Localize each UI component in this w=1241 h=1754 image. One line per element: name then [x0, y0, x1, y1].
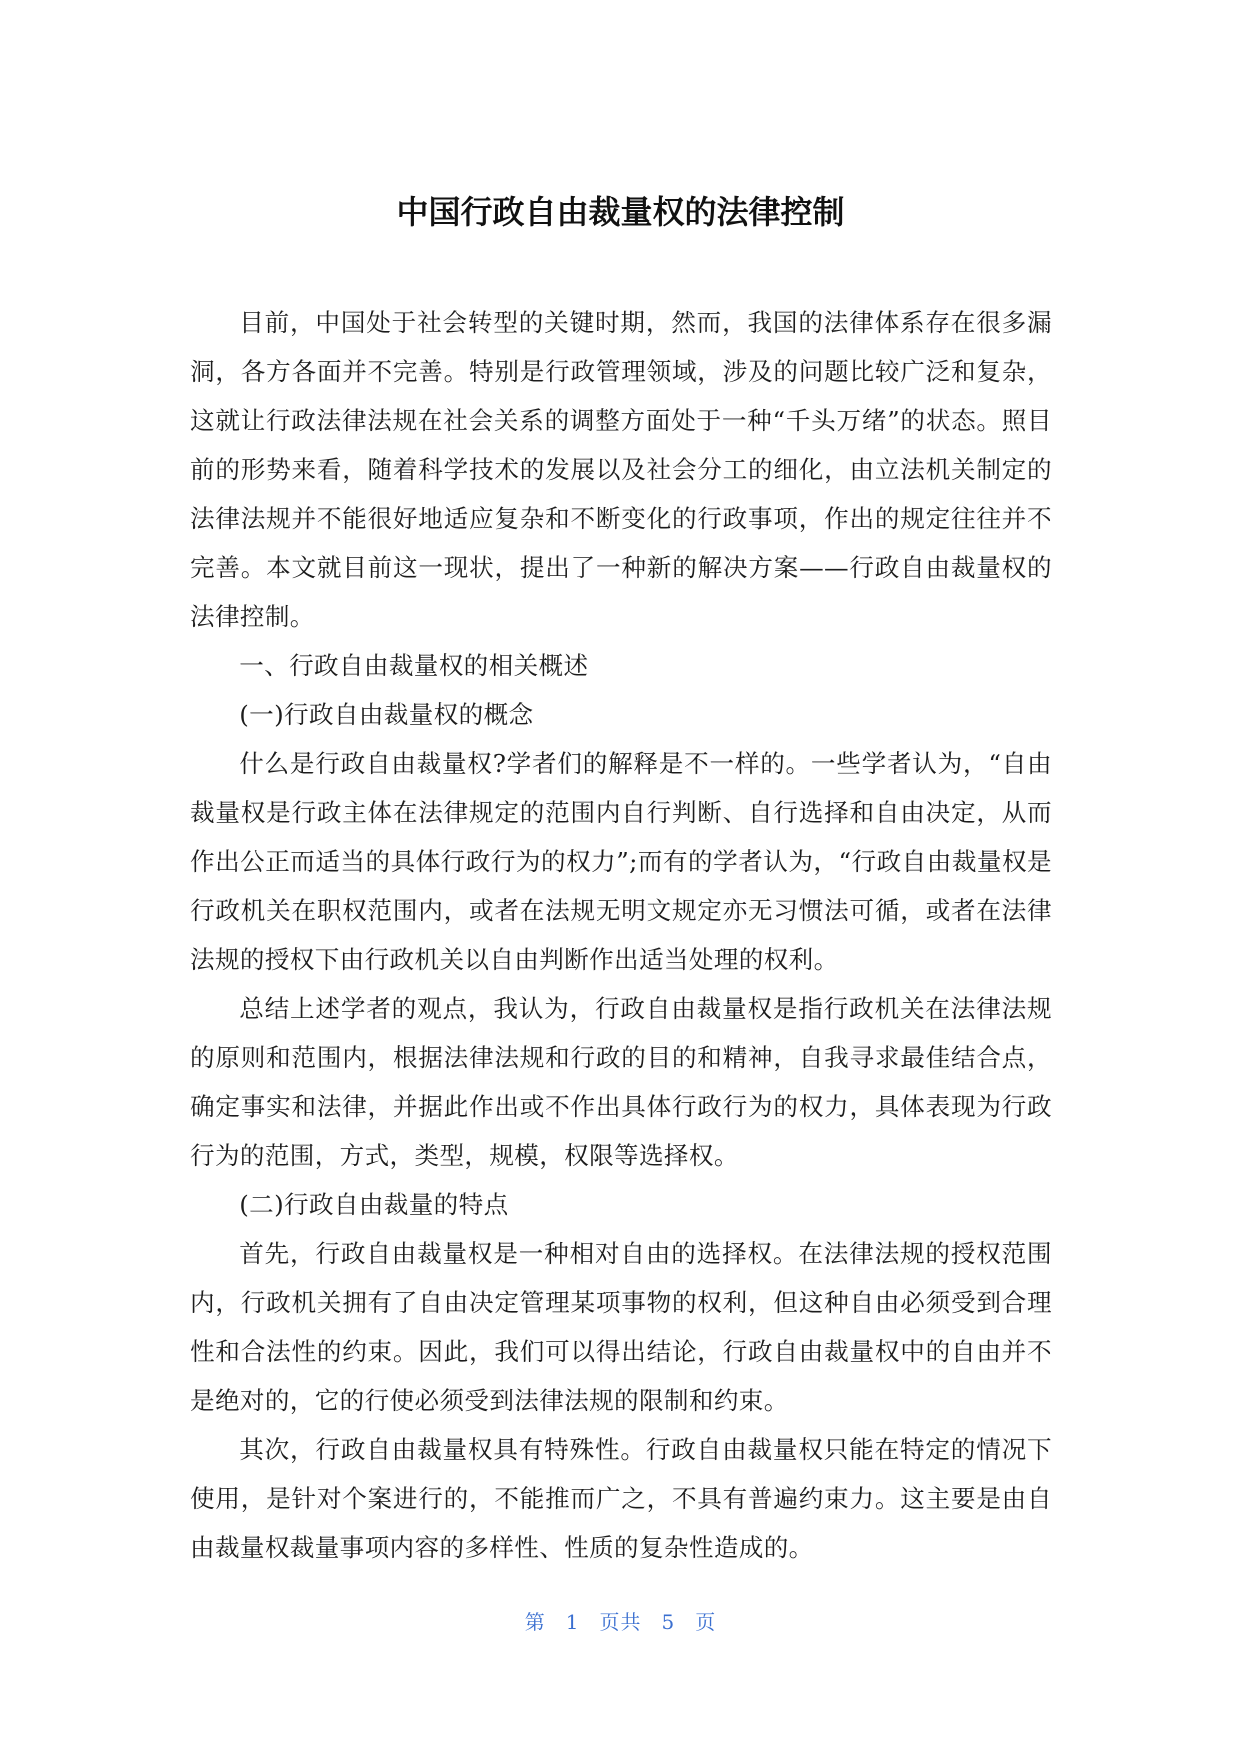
page-footer — [0, 1608, 1241, 1636]
page-title: 中国行政自由裁量权的法律控制 — [396, 193, 845, 231]
paragraph-first-feature: 首先，行政自由裁量权是一种相对自由的选择权。在法律法规的授权范围内，行政机关拥有了自由决定管理某项事物的权利，但这种自由必须受到合理性和合法性的约束。因此，我们可以得出结论，行政自由裁量权中的自由并不是绝对的，它的行使必须受到法律法规的限制和约束。 — [190, 1239, 1052, 1415]
paragraph-summary: 总结上述学者的观点，我认为，行政自由裁量权是指行政机关在法律法规的原则和范围内，根据法律法规和行政的目的和精神，自我寻求最佳结合点，确定事实和法律，并据此作出或不作出具体行政行为的权力，具体表现为行政行为的范围，方式，类型，规模，权限等选择权。 — [190, 994, 1052, 1170]
document-body — [190, 298, 1052, 1572]
subsection-heading-concept: (一)行政自由裁量权的概念 — [239, 700, 534, 729]
footer-total-pages: 5 — [661, 1610, 676, 1634]
footer-current-page: 1 — [565, 1610, 580, 1634]
paragraph-definitions: 什么是行政自由裁量权?学者们的解释是不一样的。一些学者认为，“自由裁量权是行政主体在法律规定的范围内自行判断、自行选择和自由决定，从而作出公正而适当的具体行政行为的权力”;而有的学者认为，“行政自由裁量权是行政机关在职权范围内，或者在法规无明文规定亦无习惯法可循，或者在法律法规的授权下由行政机关以自由判断作出适当处理的权利。 — [190, 749, 1052, 974]
paragraph-intro: 目前，中国处于社会转型的关键时期，然而，我国的法律体系存在很多漏洞，各方各面并不完善。特别是行政管理领域，涉及的问题比较广泛和复杂，这就让行政法律法规在社会关系的调整方面处于一种“千头万绪”的状态。照目前的形势来看，随着科学技术的发展以及社会分工的细化，由立法机关制定的法律法规并不能很好地适应复杂和不断变化的行政事项，作出的规定往往并不完善。本文就目前这一现状，提出了一种新的解决方案——行政自由裁量权的法律控制。 — [190, 308, 1052, 631]
footer-prefix: 第 — [524, 1610, 546, 1634]
footer-middle: 页共 — [599, 1610, 642, 1634]
subsection-heading-features: (二)行政自由裁量的特点 — [239, 1190, 509, 1219]
footer-suffix: 页 — [695, 1610, 717, 1634]
section-heading-overview: 一、行政自由裁量权的相关概述 — [239, 651, 589, 680]
paragraph-second-feature: 其次，行政自由裁量权具有特殊性。行政自由裁量权只能在特定的情况下使用，是针对个案进行的，不能推而广之，不具有普遍约束力。这主要是由自由裁量权裁量事项内容的多样性、性质的复杂性造成的。 — [190, 1435, 1052, 1562]
